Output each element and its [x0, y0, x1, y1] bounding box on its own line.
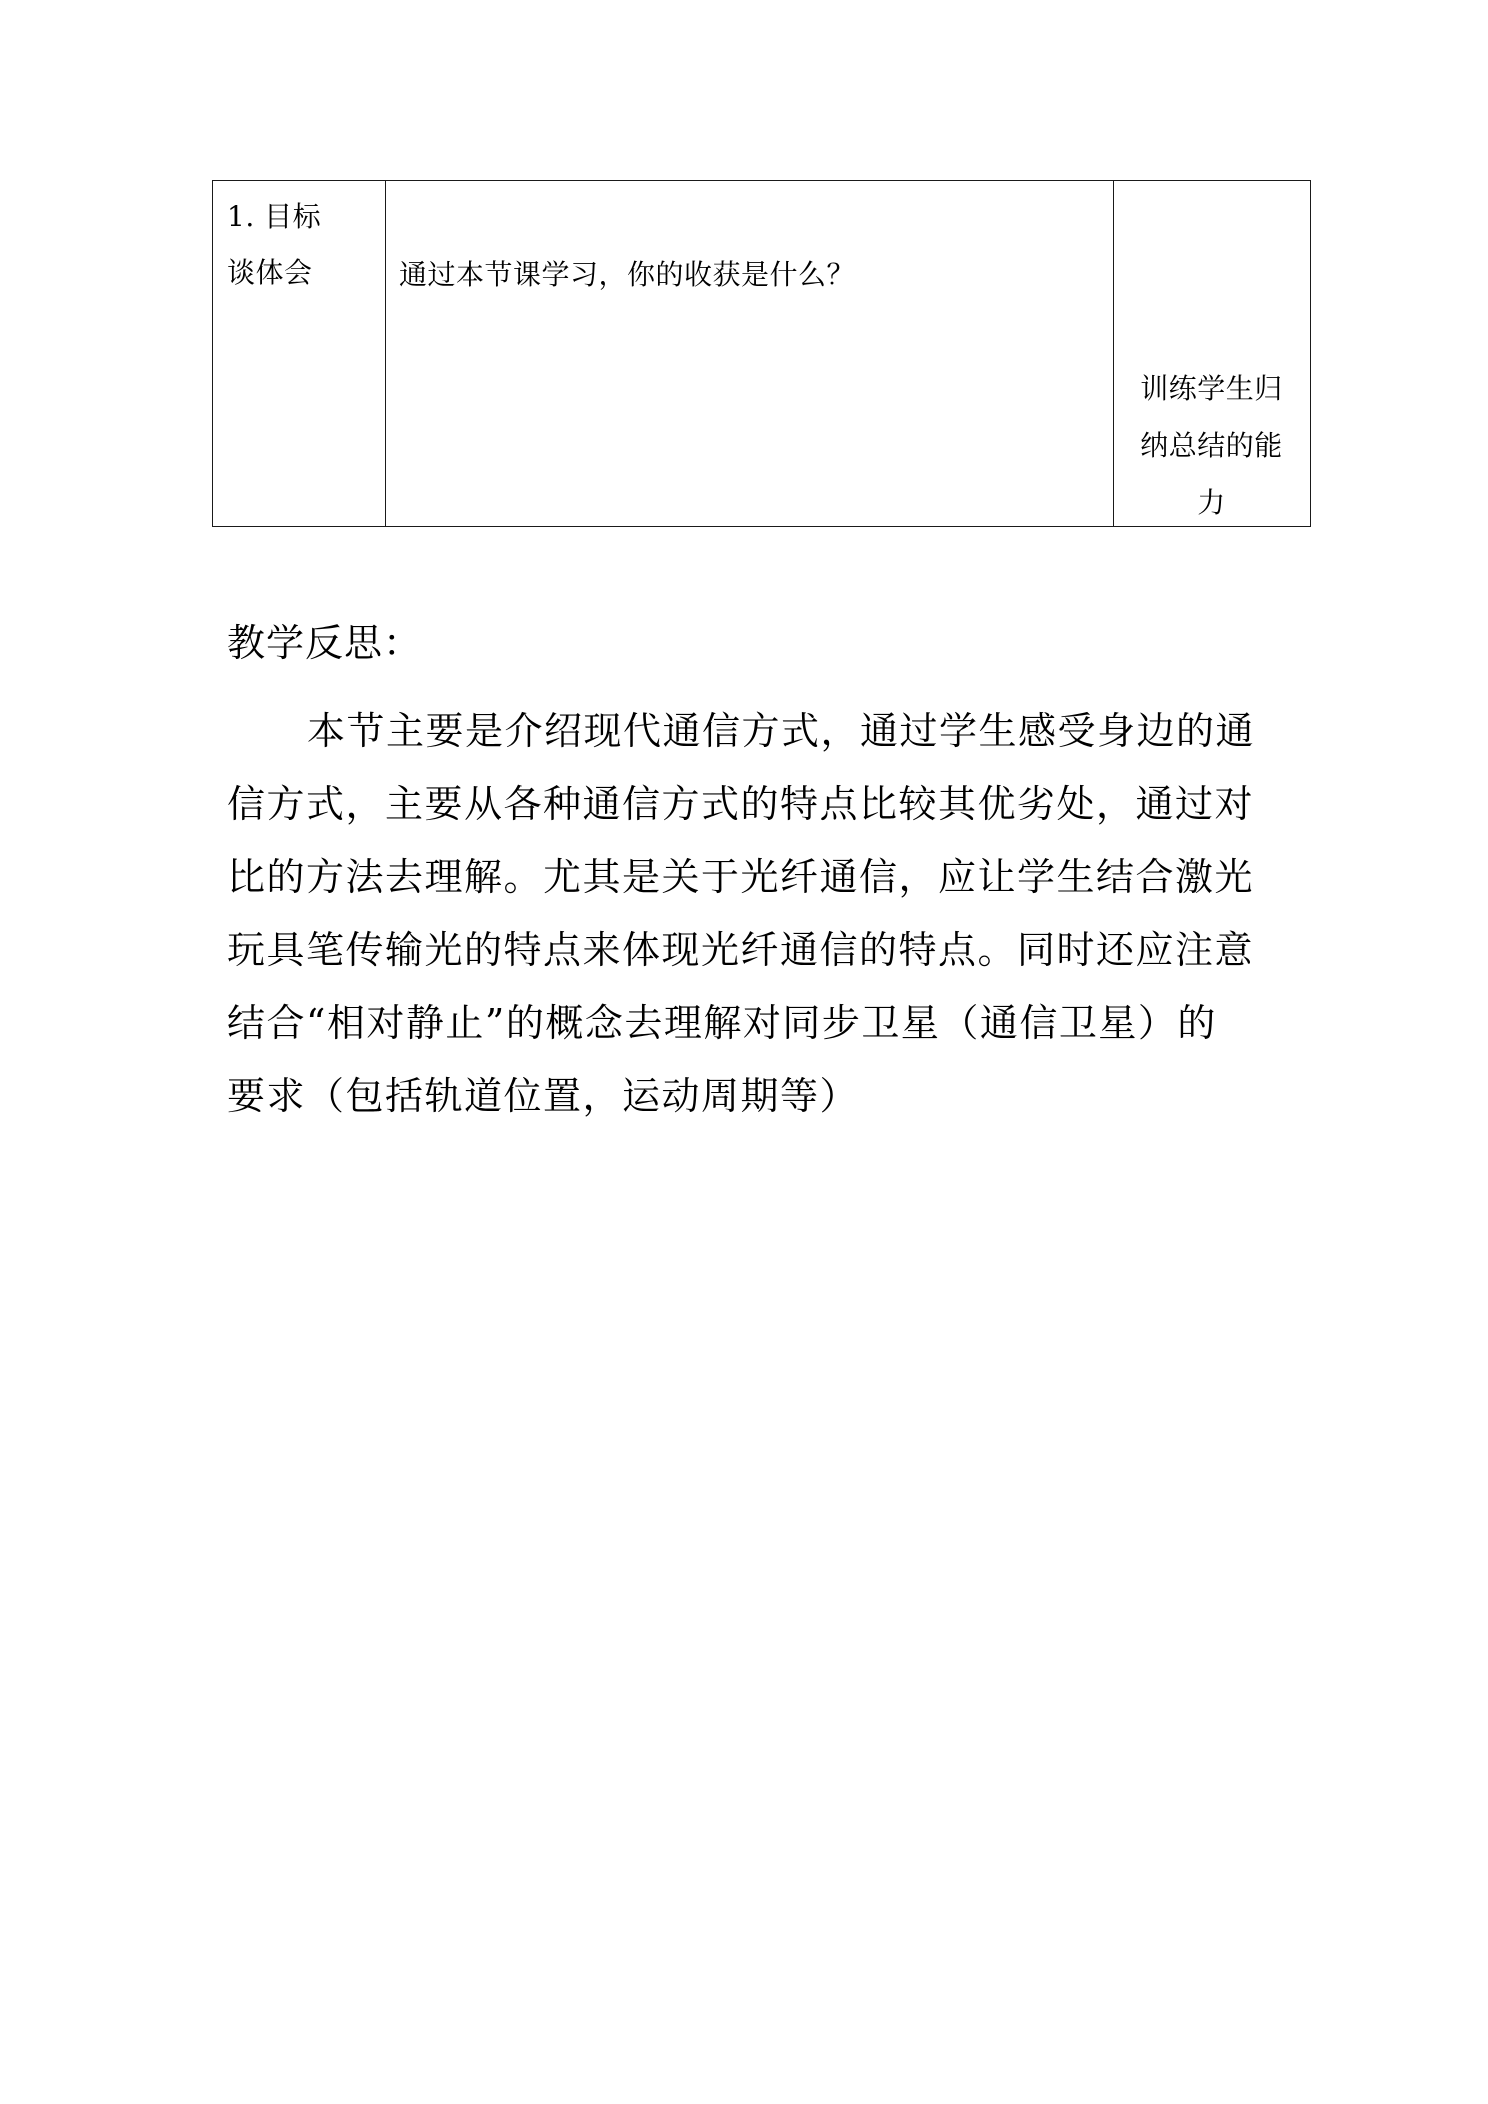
reflection-paragraph [227, 695, 1267, 1133]
activity-question: 通过本节课学习，你的收获是什么？ [399, 258, 856, 291]
reflection-line: 信方式，主要从各种通信方式的特点比较其优劣处，通过对 [227, 782, 1255, 826]
step-label: 1. 目标 [227, 200, 322, 233]
reflection-line: 比的方法去理解。尤其是关于光纤通信，应让学生结合激光 [227, 855, 1255, 899]
reflection-line: 要求（包括轨道位置，运动周期等） [227, 1074, 860, 1118]
design-purpose: 力 [1197, 486, 1226, 519]
reflection-title: 教学反思： [227, 621, 423, 665]
design-purpose: 纳总结的能 [1140, 429, 1283, 462]
reflection-line: 结合“相对静止”的概念去理解对同步卫星（通信卫星）的 [227, 1001, 1217, 1045]
column-divider [385, 181, 386, 526]
design-purpose: 训练学生归 [1140, 372, 1283, 405]
reflection-line: 本节主要是介绍现代通信方式，通过学生感受身边的通 [307, 709, 1256, 753]
reflection-line: 玩具笔传输光的特点来体现光纤通信的特点。同时还应注意 [227, 928, 1255, 972]
lesson-table [212, 180, 1311, 527]
step-label: 谈体会 [227, 256, 313, 289]
